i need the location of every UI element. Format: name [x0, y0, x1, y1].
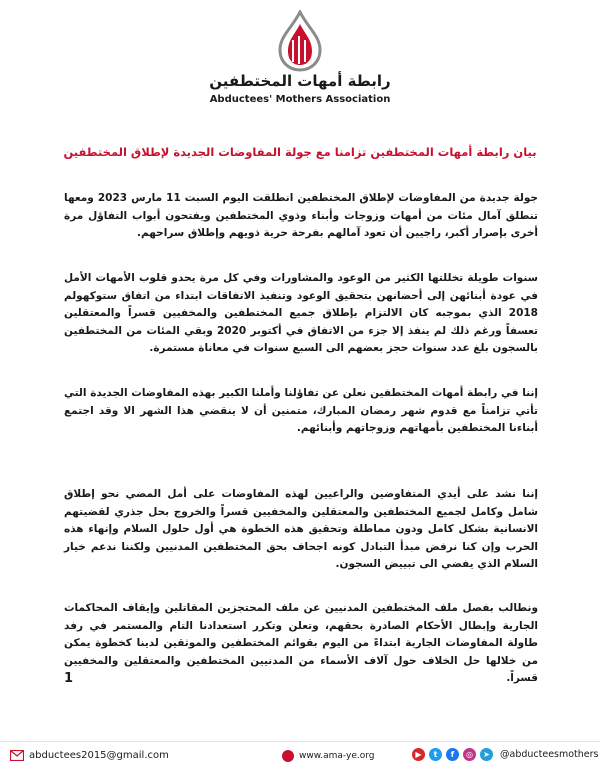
email-text: abductees2015@gmail.com [29, 750, 169, 761]
paragraph-4: إننا نشد على أيدي المتفاوضين والراعيين لهذه المفاوضات على أمل المضي نحو إطلاق شامل وكامل لجميع المختطفين والمعتقلين والمخفيين قسراً والخروج بحل جذري لقضيتهم الانسانية بشكل كامل ودون مماطلة وتحقيق هذه الخطوة هي أول حلول السلام وإنهاء هذه الحرب وإن كنا نرفض مبدأ التبادل كونه اجحاف بحق المختطفين المدنيين ولكننا ندعم خيار السلام الذي يفضي الى تبييض السجون. [64, 488, 538, 570]
globe-icon [282, 750, 294, 762]
telegram-icon[interactable]: ➤ [480, 748, 493, 761]
paragraph-2: سنوات طويلة تخللتها الكثير من الوعود والمشاورات وفي كل مرة يحدو قلوب الأمهات الأمل في عودة أبنائهن إلى أحضانهن بتحقيق الوعود وتنفيذ الاتفاقات ابتداء من اتفاق ستوكهولم 2018 الذي بموجبه كان الالتزام بإطلاق جميع المختطفين والمخفيين قسراً والمعتقلين تعسفاً ورغم ذلك لم ينفذ إلا جزء من الاتفاق في أكتوبر 2020 وبقي المئات من المختطفين بالسجون بلغ عدد سنوات حجز بعضهم الى السبع سنوات في معاناة مستمرة. [64, 272, 538, 354]
website-text: www.ama-ye.org [299, 751, 375, 761]
org-name-english: Abductees' Mothers Association [209, 94, 391, 105]
facebook-icon[interactable]: f [446, 748, 459, 761]
footer-divider [0, 741, 600, 742]
envelope-icon [10, 750, 24, 761]
statement-title: بيان رابطة أمهات المختطفين تزامنا مع جولة المفاوضات الجديدة لإطلاق المختطفين [63, 145, 537, 159]
social-handle: @abducteesmothers [500, 749, 599, 760]
youtube-icon[interactable]: ▶ [412, 748, 425, 761]
paragraph-5: ونطالب بفصل ملف المختطفين المدنيين عن ملف المحتجزين المقاتلين وإيقاف المحاكمات الجارية وإبطال الأحكام الصادرة بحقهم، وتعلن وتكرر استعدادنا التام والمستمر في رفد طاولة المفاوضات الجارية ابتداءً من اليوم بقوائم المختطفين والموثقين لدينا كخطوة يمكن من خلالها حل الخلاف حول آلاف الأسماء من المدنيين المختطفين والمعتقلين والمخفيين قسراً. [64, 602, 538, 684]
footer-social [412, 748, 599, 761]
footer-website[interactable] [282, 750, 375, 762]
instagram-icon[interactable]: ◎ [463, 748, 476, 761]
footer-email[interactable] [10, 750, 169, 761]
twitter-icon[interactable]: t [429, 748, 442, 761]
logo-mark-icon [262, 10, 338, 72]
organization-logo [0, 8, 600, 113]
page-number: 1 [64, 671, 74, 686]
paragraph-1: جولة جديدة من المفاوضات لإطلاق المختطفين انطلقت اليوم السبت 11 مارس 2023 ومعها تنطلق آمال مئات من أمهات وزوجات وأبناء وذوي المختطفين ويفتحون أبواب التفاؤل مرة أخرى بإصرار أكبر، راجيين أن تعود آمالهم بفرحة حرية ذويهم وإطلاق سراحهم. [64, 192, 538, 239]
footer [0, 744, 600, 777]
org-name-arabic: رابطة أمهات المختطفين [209, 72, 391, 90]
paragraph-3: إننا في رابطة أمهات المختطفين نعلن عن تفاؤلنا وأملنا الكبير بهذه المفاوضات الجديدة التي تأتي تزامناً مع قدوم شهر رمضان المبارك، متمنين أن لا ينقضي هذا الشهر الا وقد اجتمع أبناءنا المختطفين بأمهاتهم وزوجاتهم وأبنائهم. [64, 387, 538, 434]
